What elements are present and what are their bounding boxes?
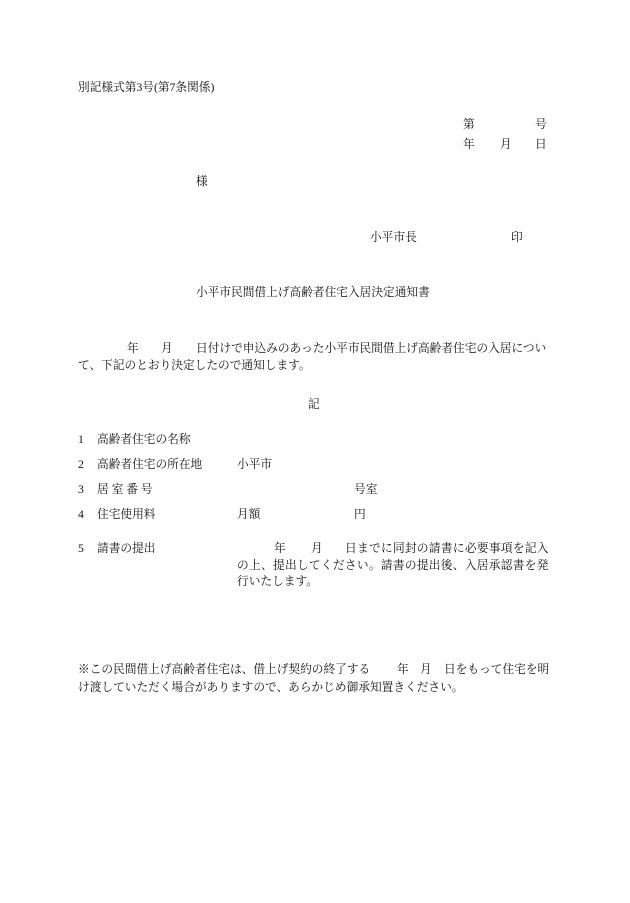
item-label: 請書の提出 (97, 542, 156, 555)
form-number: 別記様式第3号(第7条関係) (78, 81, 215, 94)
item-year: 年 (274, 542, 286, 555)
issue-date-year: 年 (463, 138, 475, 151)
item-text-line-3: 行いたします。 (237, 575, 318, 588)
issuer-name: 小平市長 (370, 231, 417, 244)
footnote-line-2: け渡していただく場合がありますので、あらかじめ御承知置きください。 (78, 681, 464, 694)
item-unit: 円 (354, 508, 366, 521)
item-number: 1 (78, 433, 84, 446)
item-label: 高齢者住宅の名称 (97, 433, 191, 446)
ki-heading: 記 (308, 398, 320, 411)
item-text-line-1: 日までに同封の請書に必要事項を記入 (345, 542, 549, 555)
footnote-line-1-b: 日をもって住宅を明 (444, 663, 550, 676)
document-number-prefix: 第 (463, 118, 475, 131)
issuer-seal-mark: 印 (511, 231, 523, 244)
item-label: 住宅使用料 (97, 508, 156, 521)
item-number: 2 (78, 458, 84, 471)
document-title: 小平市民間借上げ高齢者住宅入居決定通知書 (196, 286, 430, 299)
item-label: 高齢者住宅の所在地 (97, 458, 203, 471)
item-number: 5 (78, 542, 84, 555)
body-month: 月 (161, 342, 173, 355)
footnote-line-1-a: ※この民間借上げ高齢者住宅は、借上げ契約の終了する (78, 663, 371, 676)
item-value: 号室 (354, 483, 378, 496)
addressee-suffix: 様 (196, 175, 208, 188)
footnote-month: 月 (420, 663, 432, 676)
footnote-year: 年 (397, 663, 409, 676)
item-label: 居 室 番 号 (97, 483, 153, 496)
issue-date-day: 日 (535, 138, 547, 151)
item-number: 3 (78, 483, 84, 496)
body-line-1: 日付けで申込みのあった小平市民間借上げ高齢者住宅の入居につい (196, 342, 547, 355)
item-value: 月額 (237, 508, 261, 521)
issue-date-month: 月 (500, 138, 512, 151)
document-number-suffix: 号 (535, 118, 547, 131)
body-year: 年 (127, 342, 139, 355)
body-line-2: て、下記のとおり決定したので通知します。 (78, 359, 311, 372)
item-text-line-2: の上、提出してください。請書の提出後、入居承認書を発 (237, 559, 549, 572)
item-month: 月 (311, 542, 323, 555)
item-value: 小平市 (237, 458, 273, 471)
item-number: 4 (78, 508, 84, 521)
